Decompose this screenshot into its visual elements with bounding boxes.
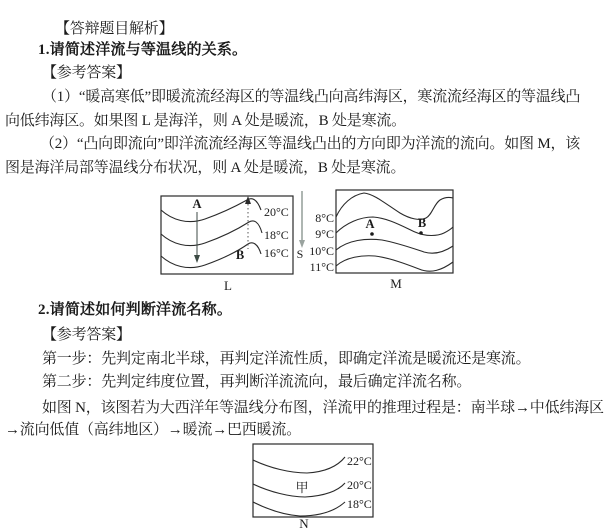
reference-answer-label-2: 【参考答案】	[42, 327, 131, 343]
isotherm-label-20c: 20°C	[264, 205, 289, 219]
answer1-line1: （1）“暖高寒低”即暖流流经海区的等温线凸向高纬海区，寒流流经海区的等温线凸	[42, 89, 581, 105]
figure-n-line1: 如图 N，该图若为大西洋年等温线分布图，洋流甲的推理过程是：南半球→中低纬海区	[42, 400, 604, 416]
isotherm-18c-curve	[161, 221, 262, 246]
isotherm-22c-curve	[253, 457, 345, 473]
point-a-dot-icon	[370, 232, 374, 236]
point-b-dot-icon	[419, 231, 423, 235]
step-2-line: 第二步：先判定纬度位置，再判断洋流流向，最后确定洋流名称。	[42, 374, 472, 390]
point-a-label: A	[365, 217, 375, 231]
south-label: S	[296, 247, 304, 261]
isotherm-label-11c: 11°C	[309, 260, 334, 274]
isotherm-label-18c: 18°C	[264, 228, 289, 242]
answer2-line2: 图是海洋局部等温线分布状况，则 A 处是暖流，B 处是寒流。	[5, 160, 406, 176]
isotherm-label-18c: 18°C	[347, 497, 372, 511]
figure-m-caption: M	[390, 276, 402, 291]
current-jia-label: 甲	[295, 480, 309, 495]
figure-l-caption: L	[224, 278, 232, 293]
isotherm-10c-curve	[336, 239, 453, 253]
answer2-line1: （2）“凸向即流向”即洋流流经海区等温线凸出的方向即为洋流的流向。如图 M，该	[40, 136, 581, 152]
isotherm-label-9c: 9°C	[315, 227, 334, 241]
diagram-n	[245, 440, 390, 530]
figure-n-caption: N	[299, 516, 309, 530]
isotherm-label-20c: 20°C	[347, 478, 372, 492]
question-1-title: 1.请简述洋流与等温线的关系。	[38, 42, 248, 58]
isotherm-9c-curve	[336, 217, 453, 236]
point-a-label: A	[192, 197, 202, 211]
question-2-title: 2.请简述如何判断洋流名称。	[38, 302, 233, 318]
isotherm-11c-curve	[336, 256, 453, 271]
isotherm-label-16c: 16°C	[264, 246, 289, 260]
isotherm-18c-curve	[253, 502, 345, 516]
answer1-line2: 向低纬海区。如果图 L 是海洋，则 A 处是暖流，B 处是寒流。	[5, 113, 406, 129]
point-b-label: B	[235, 248, 245, 262]
section-header: 【答辩题目解析】	[55, 21, 174, 37]
point-b-label: B	[417, 216, 427, 230]
diagram-m	[290, 186, 460, 298]
diagram-l	[150, 188, 305, 296]
isotherm-16c-curve	[161, 243, 261, 268]
isotherm-label-8c: 8°C	[315, 211, 334, 225]
figure-n-line2: →流向低值（高纬地区）→暖流→巴西暖流。	[5, 422, 302, 438]
isotherm-8c-curve	[336, 193, 453, 219]
reference-answer-label-1: 【参考答案】	[42, 65, 131, 81]
isotherm-label-22c: 22°C	[347, 454, 372, 468]
step-1-line: 第一步：先判定南北半球，再判定洋流性质，即确定洋流是暖流还是寒流。	[42, 351, 531, 367]
isotherm-label-10c: 10°C	[309, 244, 334, 258]
warm-current-arrowhead-icon	[194, 255, 200, 263]
